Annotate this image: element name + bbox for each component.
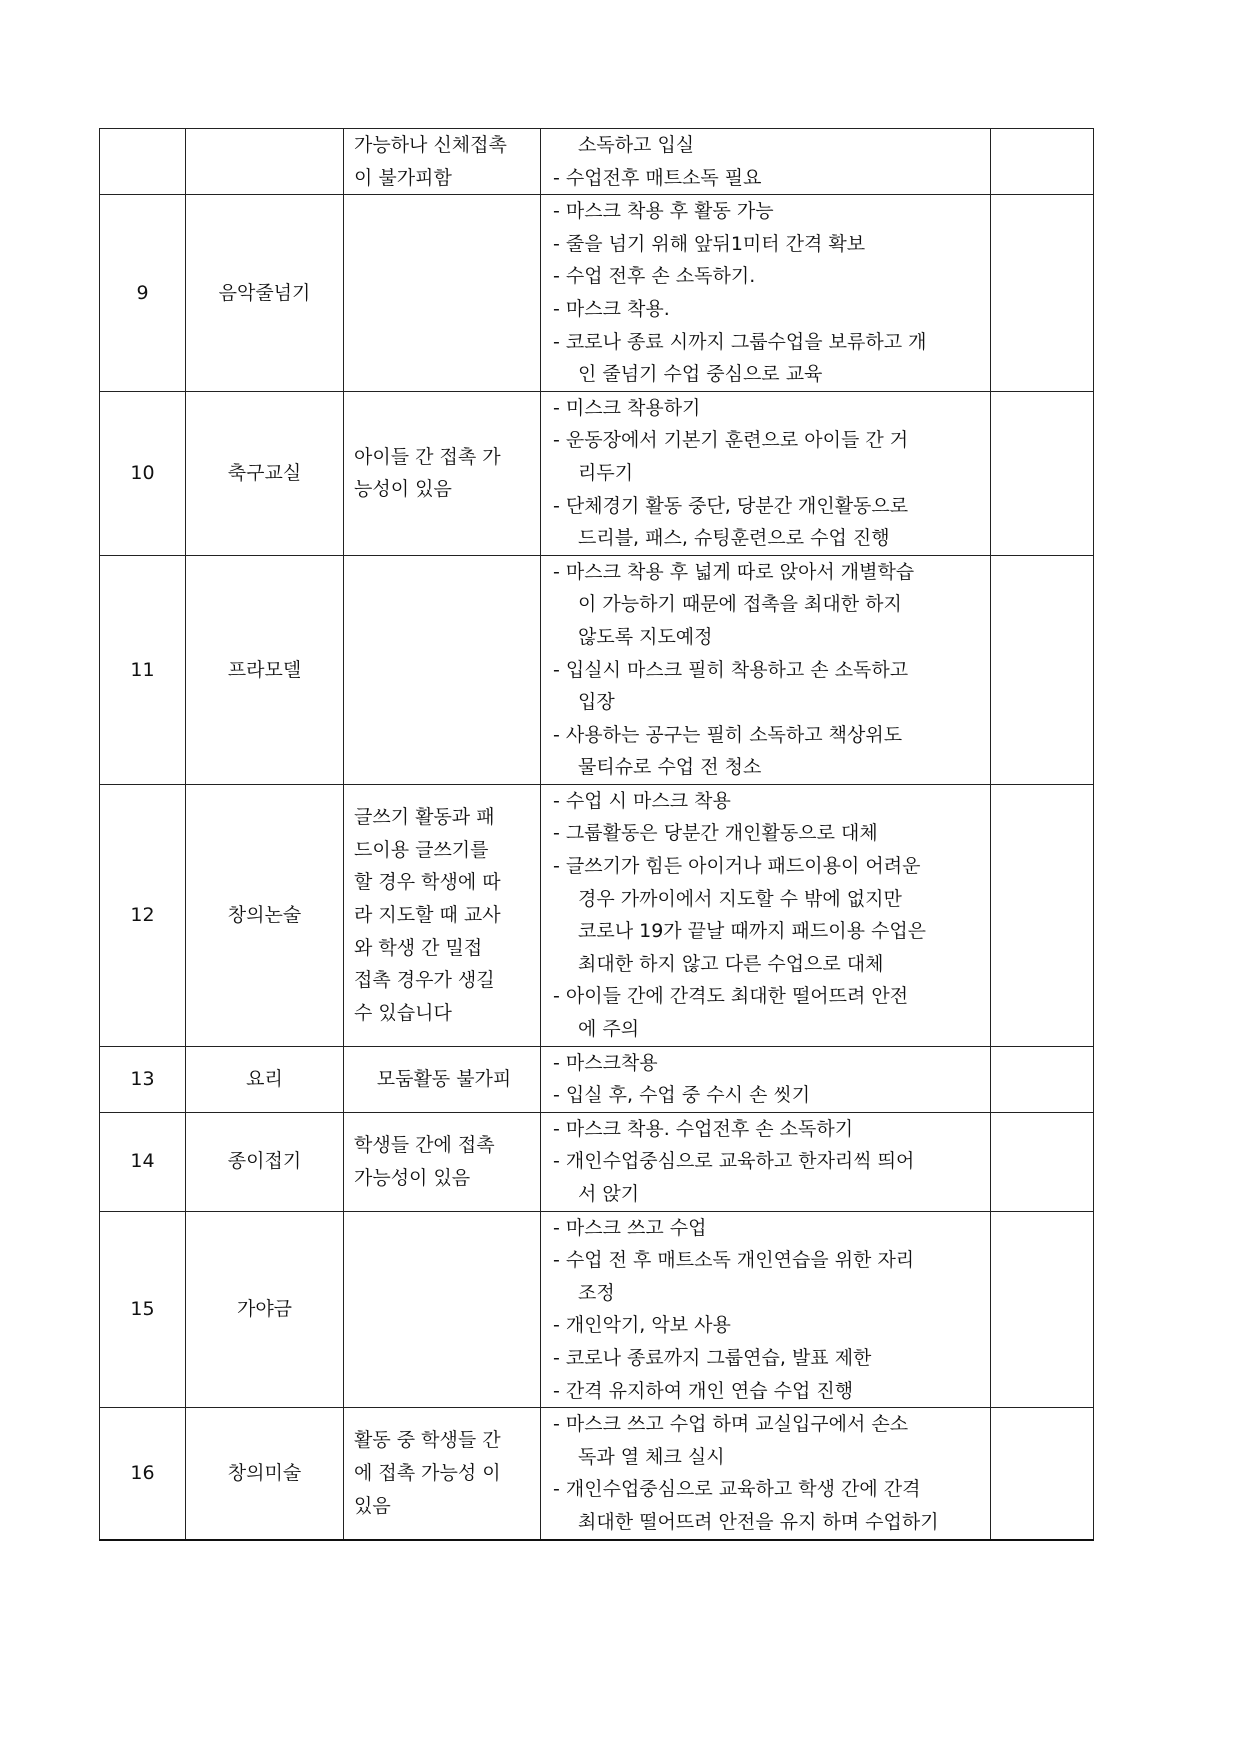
measure-line: - 줄을 넘기 위해 앞뒤1미터 간격 확보 — [553, 232, 866, 255]
measure-line: - 간격 유지하여 개인 연습 수업 진행 — [553, 1379, 854, 1402]
measure-line: - 미스크 착용하기 — [553, 396, 701, 419]
row-number-cell: 9 — [100, 195, 186, 392]
contact-risk-line: 할 경우 학생에 따 — [354, 871, 501, 894]
contact-risk-cell — [344, 1112, 541, 1211]
program-name-cell: 프라모델 — [186, 555, 344, 784]
contact-risk-cell — [344, 1211, 541, 1408]
contact-risk-line: 접촉 경우가 생길 — [354, 969, 495, 992]
measure-line: 최대한 떨어뜨려 안전을 유지 하며 수업하기 — [578, 1510, 939, 1533]
measure-line: - 마스크 착용. 수업전후 손 소독하기 — [553, 1117, 854, 1140]
prevention-measures-cell — [541, 1211, 991, 1408]
measure-line: 소독하고 입실 — [578, 134, 695, 156]
measure-line: 인 줄넘기 수업 중심으로 교육 — [578, 363, 823, 386]
measure-line: - 마스크 쓰고 수업 하며 교실입구에서 손소 — [553, 1413, 909, 1436]
contact-risk-line: 가능성이 있음 — [354, 1166, 471, 1189]
measure-line: 에 주의 — [578, 1018, 640, 1041]
contact-risk-cell — [344, 391, 541, 555]
contact-risk-cell — [344, 129, 541, 195]
table-row — [100, 391, 1094, 555]
measure-line: - 단체경기 활동 중단, 당분간 개인활동으로 — [553, 494, 909, 517]
prevention-measures-cell — [541, 391, 991, 555]
measure-line: - 마스크 착용 후 넓게 따로 앉아서 개별학습 — [553, 560, 915, 583]
prevention-measures-cell — [541, 1408, 991, 1540]
prevention-measures-cell — [541, 784, 991, 1046]
measure-line: - 개인수업중심으로 교육하고 학생 간에 간격 — [553, 1478, 921, 1501]
table-row — [100, 195, 1094, 392]
row-number-cell: 10 — [100, 391, 186, 555]
row-number-cell: 13 — [100, 1046, 186, 1112]
contact-risk-cell — [344, 1408, 541, 1540]
contact-risk-cell — [344, 555, 541, 784]
measure-line: 입장 — [578, 691, 615, 714]
contact-risk-line: 학생들 간에 접촉 — [354, 1134, 495, 1157]
contact-risk-line: 라 지도할 때 교사 — [354, 903, 501, 926]
measure-line: 조정 — [578, 1281, 615, 1304]
remarks-cell — [991, 129, 1094, 195]
measure-line: - 글쓰기가 힘든 아이거나 패드이용이 어려운 — [553, 855, 921, 878]
measure-line: - 그룹활동은 당분간 개인활동으로 대체 — [553, 822, 878, 845]
measure-line: 최대한 하지 않고 다른 수업으로 대체 — [578, 952, 884, 975]
contact-risk-line: 있음 — [354, 1494, 391, 1517]
measure-line: - 수업 전후 손 소독하기. — [553, 265, 756, 288]
remarks-cell — [991, 784, 1094, 1046]
measure-line: - 입실 후, 수업 중 수시 손 씻기 — [553, 1084, 811, 1107]
measure-line: - 수업전후 매트소독 필요 — [553, 166, 762, 189]
table-row — [100, 1408, 1094, 1540]
contact-risk-line: 글쓰기 활동과 패 — [354, 806, 495, 829]
prevention-measures-cell — [541, 1112, 991, 1211]
program-name-cell — [186, 129, 344, 195]
measure-line: 드리블, 패스, 슈팅훈련으로 수업 진행 — [578, 527, 890, 550]
measure-line: - 입실시 마스크 필히 착용하고 손 소독하고 — [553, 658, 909, 681]
prevention-measures-cell — [541, 129, 991, 195]
program-name-cell: 가야금 — [186, 1211, 344, 1408]
row-number-cell: 11 — [100, 555, 186, 784]
measure-line: - 마스크착용 — [553, 1051, 658, 1074]
program-name-cell: 창의미술 — [186, 1408, 344, 1540]
measure-line: - 마스크 쓰고 수업 — [553, 1216, 707, 1239]
row-number-cell: 14 — [100, 1112, 186, 1211]
measure-line: - 개인악기, 악보 사용 — [553, 1314, 731, 1337]
table-row — [100, 1211, 1094, 1408]
measure-line: - 아이들 간에 간격도 최대한 떨어뜨려 안전 — [553, 985, 909, 1008]
table-body — [100, 129, 1094, 1540]
contact-risk-line: 드이용 글쓰기를 — [354, 838, 489, 861]
measure-line: 물티슈로 수업 전 청소 — [578, 756, 762, 779]
prevention-measures-cell — [541, 1046, 991, 1112]
table-row — [100, 784, 1094, 1046]
remarks-cell — [991, 1046, 1094, 1112]
safety-measures-table — [99, 128, 1094, 1541]
row-number-cell — [100, 129, 186, 195]
contact-risk-line: 활동 중 학생들 간 — [354, 1429, 501, 1452]
remarks-cell — [991, 195, 1094, 392]
measure-line: 이 가능하기 때문에 접촉을 최대한 하지 — [578, 593, 902, 616]
measure-line: - 수업 전 후 매트소독 개인연습을 위한 자리 — [553, 1249, 915, 1272]
contact-risk-line: 모둠활동 불가피 — [376, 1067, 512, 1090]
measure-line: - 코로나 종료까지 그룹연습, 발표 제한 — [553, 1346, 872, 1369]
measure-line: - 마스크 착용 후 활동 가능 — [553, 200, 774, 223]
contact-risk-cell — [344, 784, 541, 1046]
measure-line: - 개인수업중심으로 교육하고 한자리씩 띄어 — [553, 1150, 915, 1173]
row-number-cell: 12 — [100, 784, 186, 1046]
measure-line: 리두기 — [578, 461, 634, 484]
program-name-cell: 음악줄넘기 — [186, 195, 344, 392]
contact-risk-line: 능성이 있음 — [354, 478, 452, 501]
measure-line: - 마스크 착용. — [553, 297, 670, 320]
prevention-measures-cell — [541, 195, 991, 392]
measure-line: 서 앉기 — [578, 1183, 640, 1205]
contact-risk-line: 이 불가피함 — [354, 166, 452, 189]
contact-risk-cell — [344, 195, 541, 392]
remarks-cell — [991, 1408, 1094, 1540]
program-name-cell: 축구교실 — [186, 391, 344, 555]
remarks-cell — [991, 1211, 1094, 1408]
contact-risk-cell — [344, 1046, 541, 1112]
measure-line: - 운동장에서 기본기 훈련으로 아이들 간 거 — [553, 429, 909, 452]
row-number-cell: 15 — [100, 1211, 186, 1408]
table-row — [100, 1112, 1094, 1211]
row-number-cell: 16 — [100, 1408, 186, 1540]
measure-line: - 사용하는 공구는 필히 소독하고 책상위도 — [553, 723, 903, 746]
program-name-cell: 창의논술 — [186, 784, 344, 1046]
measure-line: 코로나 19가 끝날 때까지 패드이용 수업은 — [578, 920, 927, 943]
measure-line: 독과 열 체크 실시 — [578, 1445, 725, 1468]
contact-risk-line: 가능하나 신체접촉 — [354, 134, 507, 156]
contact-risk-line: 수 있습니다 — [354, 1001, 452, 1024]
contact-risk-line: 에 접촉 가능성 이 — [354, 1462, 501, 1485]
remarks-cell — [991, 391, 1094, 555]
measure-line: 경우 가까이에서 지도할 수 밖에 없지만 — [578, 887, 902, 910]
remarks-cell — [991, 1112, 1094, 1211]
measure-line: - 코로나 종료 시까지 그룹수업을 보류하고 개 — [553, 330, 927, 353]
contact-risk-line: 와 학생 간 밀접 — [354, 936, 483, 959]
program-name-cell: 종이접기 — [186, 1112, 344, 1211]
prevention-measures-cell — [541, 555, 991, 784]
table-row — [100, 1046, 1094, 1112]
program-name-cell: 요리 — [186, 1046, 344, 1112]
table-row — [100, 555, 1094, 784]
remarks-cell — [991, 555, 1094, 784]
measure-line: - 수업 시 마스크 착용 — [553, 789, 731, 812]
table-row — [100, 129, 1094, 195]
contact-risk-line: 아이들 간 접촉 가 — [354, 445, 501, 468]
measure-line: 않도록 지도예정 — [578, 625, 713, 648]
